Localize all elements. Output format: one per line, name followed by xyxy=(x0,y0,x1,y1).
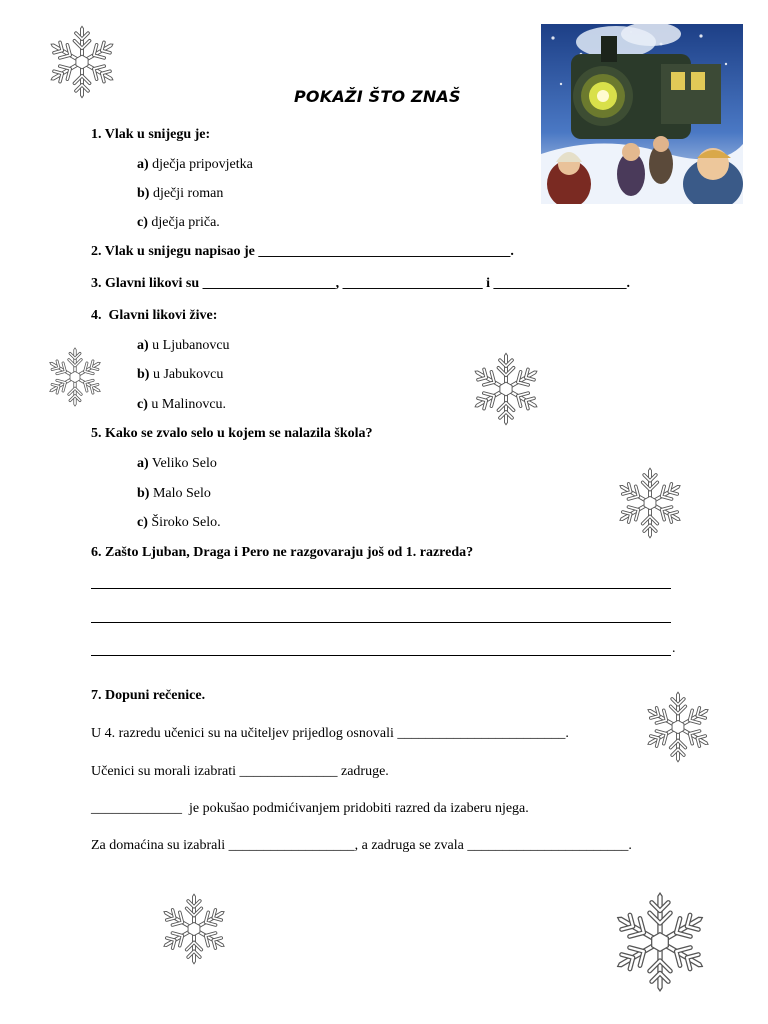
option-letter: b) xyxy=(137,186,150,201)
q4-option-a xyxy=(137,338,230,354)
snowflake-icon xyxy=(156,892,232,966)
option-text: Veliko Selo xyxy=(148,456,217,471)
option-letter: c) xyxy=(137,397,148,412)
page-title: POKAŽI ŠTO ZNAŠ xyxy=(294,87,461,106)
q1-option-a xyxy=(137,157,253,173)
option-text: u Ljubanovcu xyxy=(148,338,230,353)
answer-end-mark: . xyxy=(672,641,676,656)
snowflake-icon xyxy=(44,346,106,408)
answer-line[interactable] xyxy=(91,622,671,623)
question-2: 2. Vlak u snijegu napisao je ____________________________________. xyxy=(91,244,514,259)
option-letter: c) xyxy=(137,215,148,230)
question-7: 7. Dopuni rečenice. xyxy=(91,688,206,703)
q4-option-b xyxy=(137,367,223,383)
fill-in-sentence: Za domaćina su izabrali __________________, a zadruga se zvala _______________________. xyxy=(91,838,632,853)
option-text: dječja priča. xyxy=(147,215,220,230)
question-3: 3. Glavni likovi su ___________________, ____________________ i ___________________. xyxy=(91,276,631,291)
option-letter: a) xyxy=(137,456,149,471)
answer-line[interactable] xyxy=(91,655,671,656)
q4-option-c xyxy=(137,397,226,413)
fill-in-sentence: Učenici su morali izabrati ______________ zadruge. xyxy=(91,764,389,779)
option-text: dječja pripovjetka xyxy=(148,157,253,172)
q1-option-c xyxy=(137,215,220,231)
option-text: u Malinovcu. xyxy=(147,397,227,412)
q1-option-b xyxy=(137,186,223,202)
fill-in-sentence: U 4. razredu učenici su na učiteljev prijedlog osnovali ________________________. xyxy=(91,726,569,741)
question-1: 1. Vlak u snijegu je: xyxy=(91,127,211,142)
question-4: 4. Glavni likovi žive: xyxy=(91,308,218,323)
option-letter: b) xyxy=(137,367,150,382)
option-text: Malo Selo xyxy=(149,486,211,501)
q5-option-c xyxy=(137,515,221,531)
question-6: 6. Zašto Ljuban, Draga i Pero ne razgovaraju još od 1. razreda? xyxy=(91,545,474,560)
snowflake-icon xyxy=(640,690,716,764)
option-text: u Jabukovcu xyxy=(149,367,224,382)
option-letter: a) xyxy=(137,338,149,353)
winter-train-illustration xyxy=(541,24,743,204)
option-letter: a) xyxy=(137,157,149,172)
snowflake-icon xyxy=(602,890,718,994)
q5-option-a xyxy=(137,456,217,472)
option-letter: b) xyxy=(137,486,150,501)
option-text: Široko Selo. xyxy=(147,515,221,530)
snowflake-icon xyxy=(612,466,688,540)
option-text: dječji roman xyxy=(149,186,224,201)
option-letter: c) xyxy=(137,515,148,530)
question-5: 5. Kako se zvalo selo u kojem se nalazila škola? xyxy=(91,426,373,441)
fill-in-sentence: _____________ je pokušao podmićivanjem pridobiti razred da izaberu njega. xyxy=(91,801,529,816)
answer-line[interactable] xyxy=(91,588,671,589)
snowflake-icon xyxy=(468,350,544,428)
snowflake-icon xyxy=(44,24,120,100)
q5-option-b xyxy=(137,486,211,502)
